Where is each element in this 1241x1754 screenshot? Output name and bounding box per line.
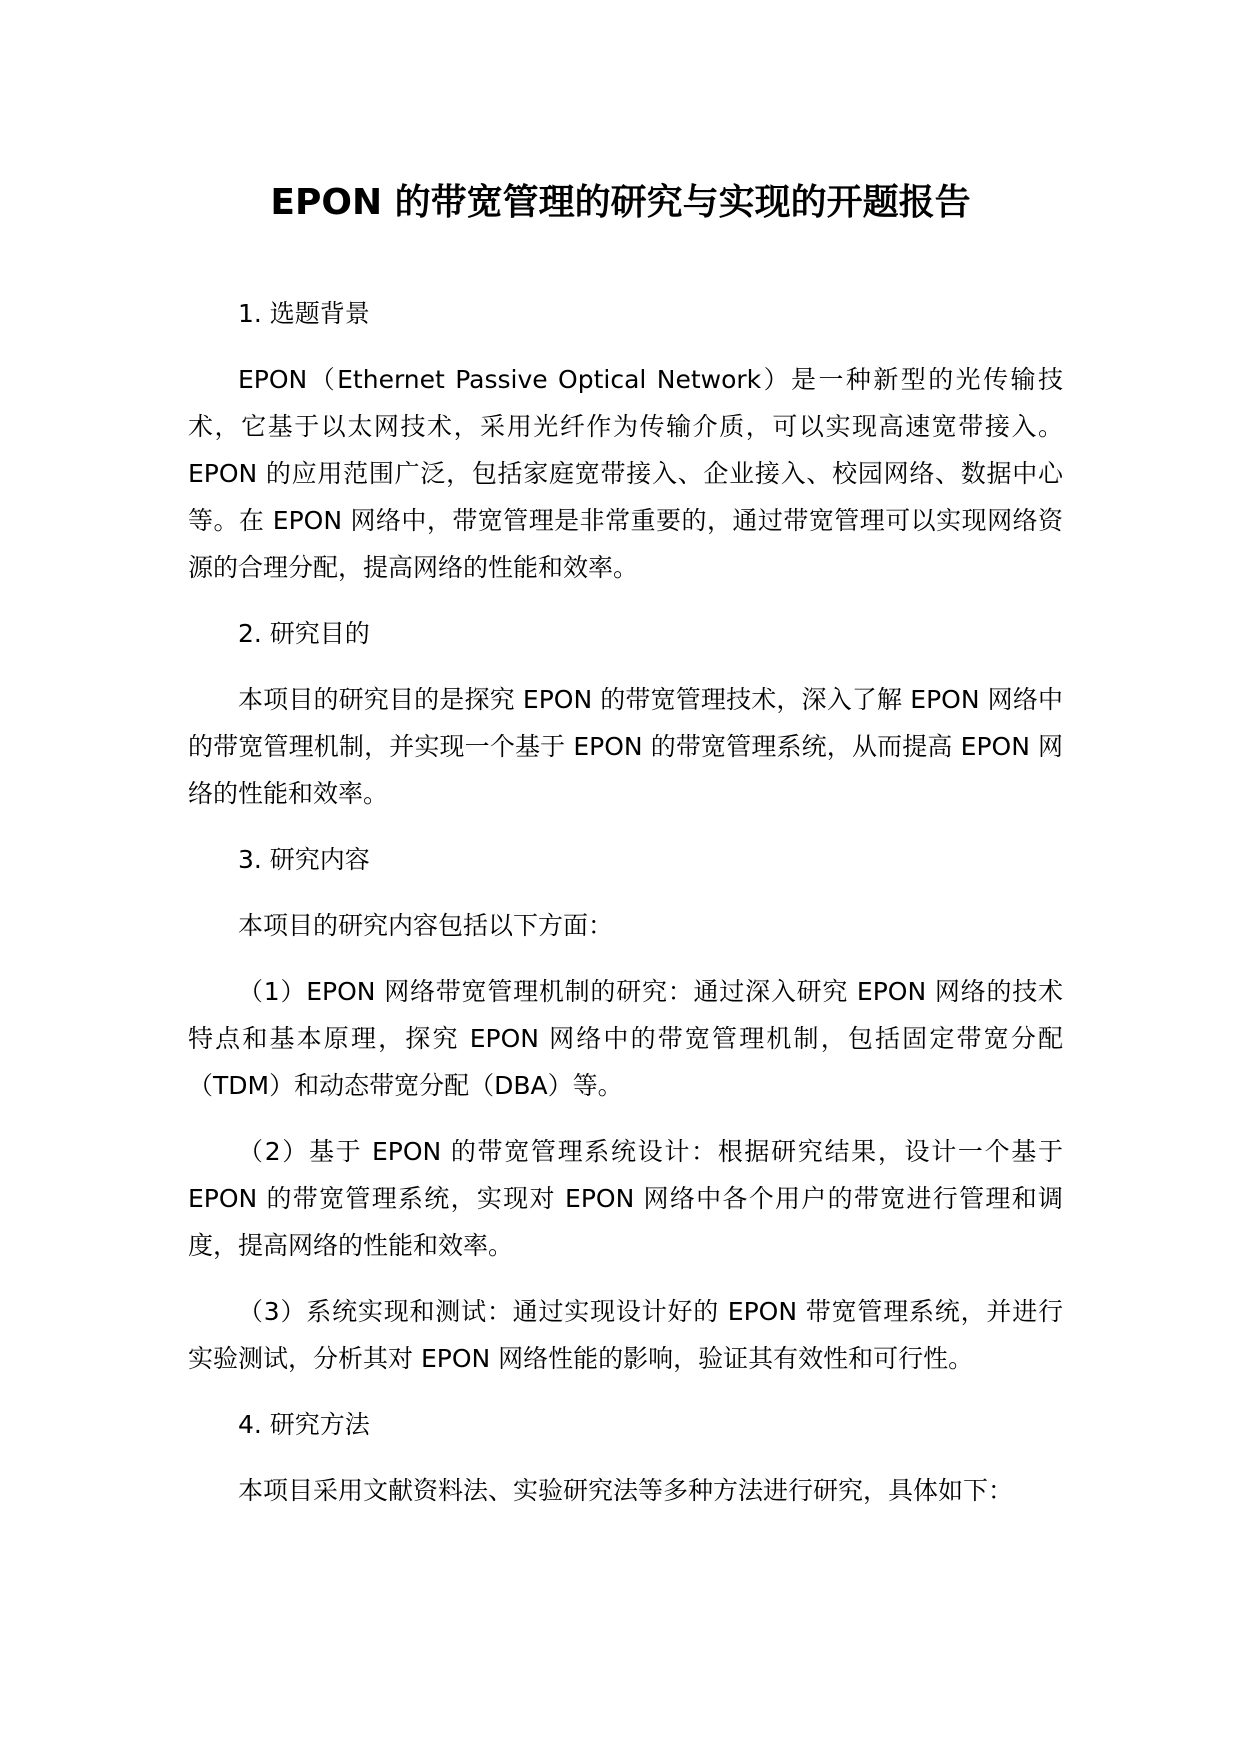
paragraph-purpose: 本项目的研究目的是探究 EPON 的带宽管理技术，深入了解 EPON 网络中的带宽管理机制，并实现一个基于 EPON 的带宽管理系统，从而提高 EPON 网络的性能和效率。 [188,685,1063,808]
paragraph-background: EPON（Ethernet Passive Optical Network）是一种新型的光传输技术，它基于以太网技术，采用光纤作为传输介质，可以实现高速宽带接入。EPON 的应用范围广泛，包括家庭宽带接入、企业接入、校园网络、数据中心等。在 EPON 网络中，带宽管理是非常重要的，通过带宽管理可以实现网络资源的合理分配，提高网络的性能和效率。 [188,365,1063,582]
paragraph-content-intro: 本项目的研究内容包括以下方面： [238,911,614,940]
section-heading-background: 1. 选题背景 [238,299,370,328]
paragraph-content-item-3: （3）系统实现和测试：通过实现设计好的 EPON 带宽管理系统，并进行实验测试，分析其对 EPON 网络性能的影响，验证其有效性和可行性。 [188,1297,1063,1373]
section-heading-method: 4. 研究方法 [238,1410,370,1439]
document-title: EPON 的带宽管理的研究与实现的开题报告 [270,182,971,223]
paragraph-content-item-1: （1）EPON 网络带宽管理机制的研究：通过深入研究 EPON 网络的技术特点和基本原理，探究 EPON 网络中的带宽管理机制，包括固定带宽分配（TDM）和动态带宽分配（DBA）等。 [188,977,1063,1100]
section-heading-content: 3. 研究内容 [238,845,370,874]
document-body [188,290,1063,1533]
paragraph-content-item-2: （2）基于 EPON 的带宽管理系统设计：根据研究结果，设计一个基于 EPON 的带宽管理系统，实现对 EPON 网络中各个用户的带宽进行管理和调度，提高网络的性能和效率。 [188,1137,1063,1260]
section-heading-purpose: 2. 研究目的 [238,619,370,648]
paragraph-method: 本项目采用文献资料法、实验研究法等多种方法进行研究，具体如下： [238,1476,1014,1505]
